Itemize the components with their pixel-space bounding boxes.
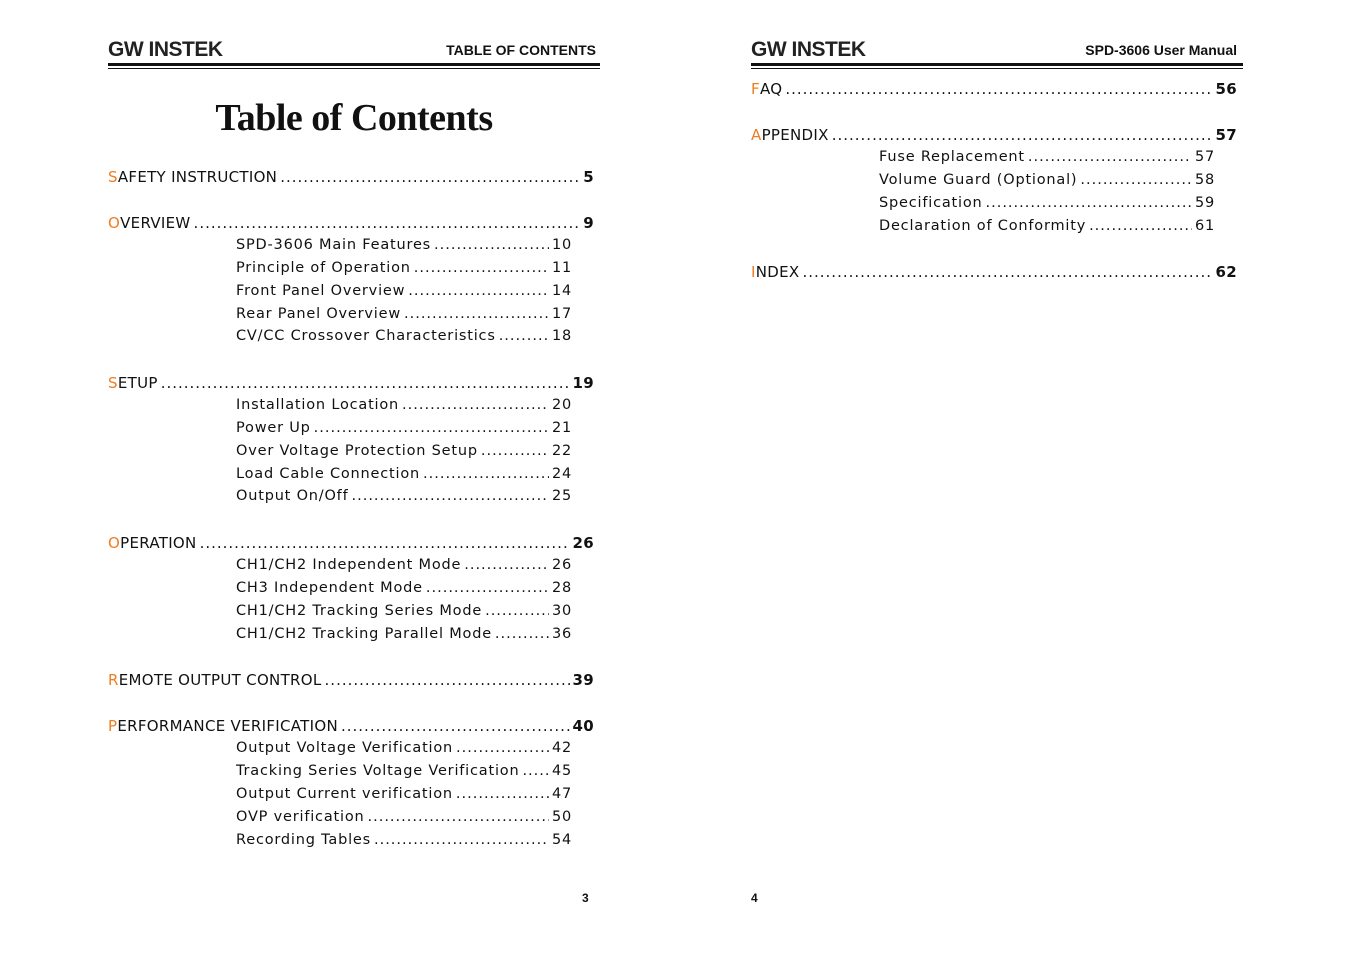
section-title: AFETY INSTRUCTION bbox=[117, 168, 278, 186]
subentry-page-number: 17 bbox=[551, 305, 572, 322]
dot-leader bbox=[341, 717, 570, 735]
dot-leader bbox=[423, 466, 549, 482]
section-title: PERATION bbox=[120, 534, 197, 552]
subentry-title: Tracking Series Voltage Verification bbox=[236, 763, 520, 780]
toc-subentry[interactable] bbox=[879, 195, 1215, 211]
subentry-page-number: 36 bbox=[551, 625, 572, 642]
dot-leader bbox=[414, 260, 549, 276]
header-title: TABLE OF CONTENTS bbox=[446, 42, 596, 58]
dot-leader bbox=[426, 580, 549, 596]
subentry-page-number: 28 bbox=[551, 580, 572, 596]
toc-subentry[interactable] bbox=[236, 488, 572, 504]
toc-subentry[interactable] bbox=[879, 218, 1215, 234]
toc-section-entry[interactable] bbox=[108, 534, 594, 552]
dot-leader bbox=[408, 283, 549, 299]
dot-leader bbox=[464, 557, 549, 573]
dot-leader bbox=[522, 763, 548, 779]
subentry-title: SPD-3606 Main Features bbox=[236, 237, 432, 254]
subentry-page-number: 45 bbox=[551, 763, 572, 780]
section-page-number: 5 bbox=[583, 168, 594, 186]
dot-leader bbox=[481, 443, 549, 459]
subentry-title: Rear Panel Overview bbox=[236, 305, 401, 322]
toc-subentry[interactable] bbox=[236, 763, 572, 779]
section-page-number: 26 bbox=[572, 534, 594, 552]
gw-instek-logo: GW INSTEK bbox=[108, 38, 223, 61]
dot-leader bbox=[402, 397, 549, 413]
toc-section-entry[interactable] bbox=[108, 671, 594, 689]
section-initial: R bbox=[108, 671, 119, 690]
toc-subentry[interactable] bbox=[236, 283, 572, 299]
section-initial: I bbox=[751, 263, 756, 282]
subentry-title: Principle of Operation bbox=[236, 260, 411, 276]
toc-subentry[interactable] bbox=[236, 397, 572, 413]
dot-leader bbox=[325, 671, 570, 689]
gw-instek-logo: GW INSTEK bbox=[751, 38, 866, 61]
subentry-title: Fuse Replacement bbox=[879, 149, 1025, 166]
dot-leader bbox=[352, 488, 549, 504]
section-page-number: 39 bbox=[572, 671, 594, 690]
toc-subentry[interactable] bbox=[236, 580, 572, 596]
subentry-title: Load Cable Connection bbox=[236, 465, 421, 482]
subentry-title: CV/CC Crossover Characteristics bbox=[236, 328, 496, 345]
dot-leader bbox=[456, 786, 549, 802]
subentry-page-number: 22 bbox=[551, 442, 572, 459]
dot-leader bbox=[499, 328, 549, 344]
section-page-number: 40 bbox=[572, 717, 594, 736]
toc-subentry[interactable] bbox=[236, 603, 572, 619]
dot-leader bbox=[314, 420, 549, 436]
dot-leader bbox=[161, 374, 570, 392]
subentry-page-number: 10 bbox=[551, 237, 572, 254]
header-rule-thin bbox=[751, 68, 1243, 69]
subentry-page-number: 50 bbox=[551, 808, 572, 825]
toc-subentry[interactable] bbox=[236, 786, 572, 802]
subentry-page-number: 42 bbox=[551, 740, 572, 757]
dot-leader bbox=[785, 80, 1212, 98]
dot-leader bbox=[368, 809, 549, 825]
section-initial: S bbox=[108, 374, 118, 392]
toc-section-entry[interactable] bbox=[108, 168, 594, 186]
subentry-page-number: 54 bbox=[551, 831, 572, 848]
section-page-number: 57 bbox=[1215, 126, 1237, 144]
toc-subentry[interactable] bbox=[236, 626, 572, 642]
header-title: SPD-3606 User Manual bbox=[1085, 42, 1237, 58]
toc-subentry[interactable] bbox=[236, 237, 572, 253]
subentry-title: Output Voltage Verification bbox=[236, 740, 454, 757]
toc-subentry[interactable] bbox=[236, 466, 572, 482]
toc-subentry[interactable] bbox=[236, 832, 572, 848]
subentry-title: CH1/CH2 Tracking Series Mode bbox=[236, 602, 483, 619]
right-page bbox=[751, 0, 1243, 954]
subentry-page-number: 24 bbox=[551, 465, 572, 482]
dot-leader bbox=[374, 832, 549, 848]
toc-subentry[interactable] bbox=[236, 260, 572, 276]
subentry-title: Volume Guard (Optional) bbox=[879, 172, 1078, 188]
toc-subentry[interactable] bbox=[236, 809, 572, 825]
section-title: EMOTE OUTPUT CONTROL bbox=[118, 671, 322, 690]
dot-leader bbox=[1089, 218, 1192, 234]
section-title: AQ bbox=[759, 80, 783, 98]
subentry-page-number: 11 bbox=[551, 260, 572, 276]
toc-section-entry[interactable] bbox=[108, 374, 594, 392]
section-page-number: 56 bbox=[1215, 80, 1237, 98]
toc-section-entry[interactable] bbox=[751, 263, 1237, 281]
toc-section-entry[interactable] bbox=[108, 214, 594, 232]
section-page-number: 9 bbox=[583, 214, 594, 232]
subentry-title: Declaration of Conformity bbox=[879, 217, 1087, 234]
dot-leader bbox=[456, 740, 549, 756]
header-rule bbox=[108, 63, 600, 66]
subentry-title: Output On/Off bbox=[236, 488, 349, 505]
section-page-number: 62 bbox=[1215, 263, 1237, 282]
subentry-title: Specification bbox=[879, 194, 983, 211]
section-title: PPENDIX bbox=[761, 126, 829, 144]
dot-leader bbox=[495, 626, 549, 642]
dot-leader bbox=[434, 237, 549, 253]
dot-leader bbox=[404, 306, 549, 322]
section-title: NDEX bbox=[755, 263, 800, 282]
subentry-page-number: 47 bbox=[551, 786, 572, 802]
toc-subentry[interactable] bbox=[236, 557, 572, 573]
subentry-page-number: 25 bbox=[551, 488, 572, 505]
toc-subentry[interactable] bbox=[236, 306, 572, 322]
toc-subentry[interactable] bbox=[236, 443, 572, 459]
subentry-title: Output Current verification bbox=[236, 786, 453, 802]
toc-section-entry[interactable] bbox=[751, 80, 1237, 98]
subentry-title: CH1/CH2 Independent Mode bbox=[236, 557, 462, 574]
dot-leader bbox=[986, 195, 1192, 211]
subentry-page-number: 14 bbox=[551, 282, 572, 299]
section-title: VERVIEW bbox=[120, 214, 191, 232]
header-rule-thin bbox=[108, 68, 600, 69]
section-initial: A bbox=[751, 126, 762, 144]
dot-leader bbox=[200, 534, 570, 552]
subentry-page-number: 20 bbox=[551, 397, 572, 414]
subentry-title: CH1/CH2 Tracking Parallel Mode bbox=[236, 625, 492, 642]
toc-subentry[interactable] bbox=[236, 420, 572, 436]
toc-subentry[interactable] bbox=[879, 172, 1215, 188]
subentry-title: OVP verification bbox=[236, 808, 365, 825]
toc-subentry[interactable] bbox=[236, 328, 572, 344]
subentry-title: Installation Location bbox=[236, 397, 400, 414]
dot-leader bbox=[485, 603, 549, 619]
section-title: ETUP bbox=[117, 374, 158, 392]
page-title: Table of Contents bbox=[215, 97, 493, 139]
subentry-page-number: 30 bbox=[551, 602, 572, 619]
subentry-page-number: 58 bbox=[1194, 172, 1215, 188]
header-rule bbox=[751, 63, 1243, 66]
subentry-title: Power Up bbox=[236, 420, 311, 436]
subentry-title: Front Panel Overview bbox=[236, 282, 406, 299]
subentry-page-number: 59 bbox=[1194, 194, 1215, 211]
dot-leader bbox=[1080, 172, 1192, 188]
toc-subentry[interactable] bbox=[879, 149, 1215, 165]
dot-leader bbox=[280, 168, 580, 186]
section-initial: P bbox=[108, 717, 118, 736]
toc-subentry[interactable] bbox=[236, 740, 572, 756]
section-initial: O bbox=[108, 214, 121, 232]
subentry-title: CH3 Independent Mode bbox=[236, 580, 423, 596]
section-title: ERFORMANCE VERIFICATION bbox=[117, 717, 338, 736]
page-number: 3 bbox=[582, 891, 589, 905]
toc-section-entry[interactable] bbox=[108, 717, 594, 735]
subentry-title: Over Voltage Protection Setup bbox=[236, 442, 478, 459]
left-page bbox=[108, 0, 600, 954]
subentry-page-number: 57 bbox=[1194, 149, 1215, 166]
subentry-page-number: 61 bbox=[1194, 217, 1215, 234]
page-number: 4 bbox=[751, 891, 758, 905]
subentry-page-number: 21 bbox=[551, 420, 572, 436]
dot-leader bbox=[832, 126, 1213, 144]
section-initial: S bbox=[108, 168, 118, 186]
subentry-page-number: 26 bbox=[551, 557, 572, 574]
subentry-title: Recording Tables bbox=[236, 831, 371, 848]
toc-section-entry[interactable] bbox=[751, 126, 1237, 144]
section-initial: F bbox=[751, 80, 760, 98]
section-initial: O bbox=[108, 534, 121, 552]
dot-leader bbox=[1028, 149, 1192, 165]
subentry-page-number: 18 bbox=[551, 328, 572, 345]
dot-leader bbox=[194, 214, 581, 232]
section-page-number: 19 bbox=[572, 374, 594, 392]
dot-leader bbox=[802, 263, 1212, 281]
